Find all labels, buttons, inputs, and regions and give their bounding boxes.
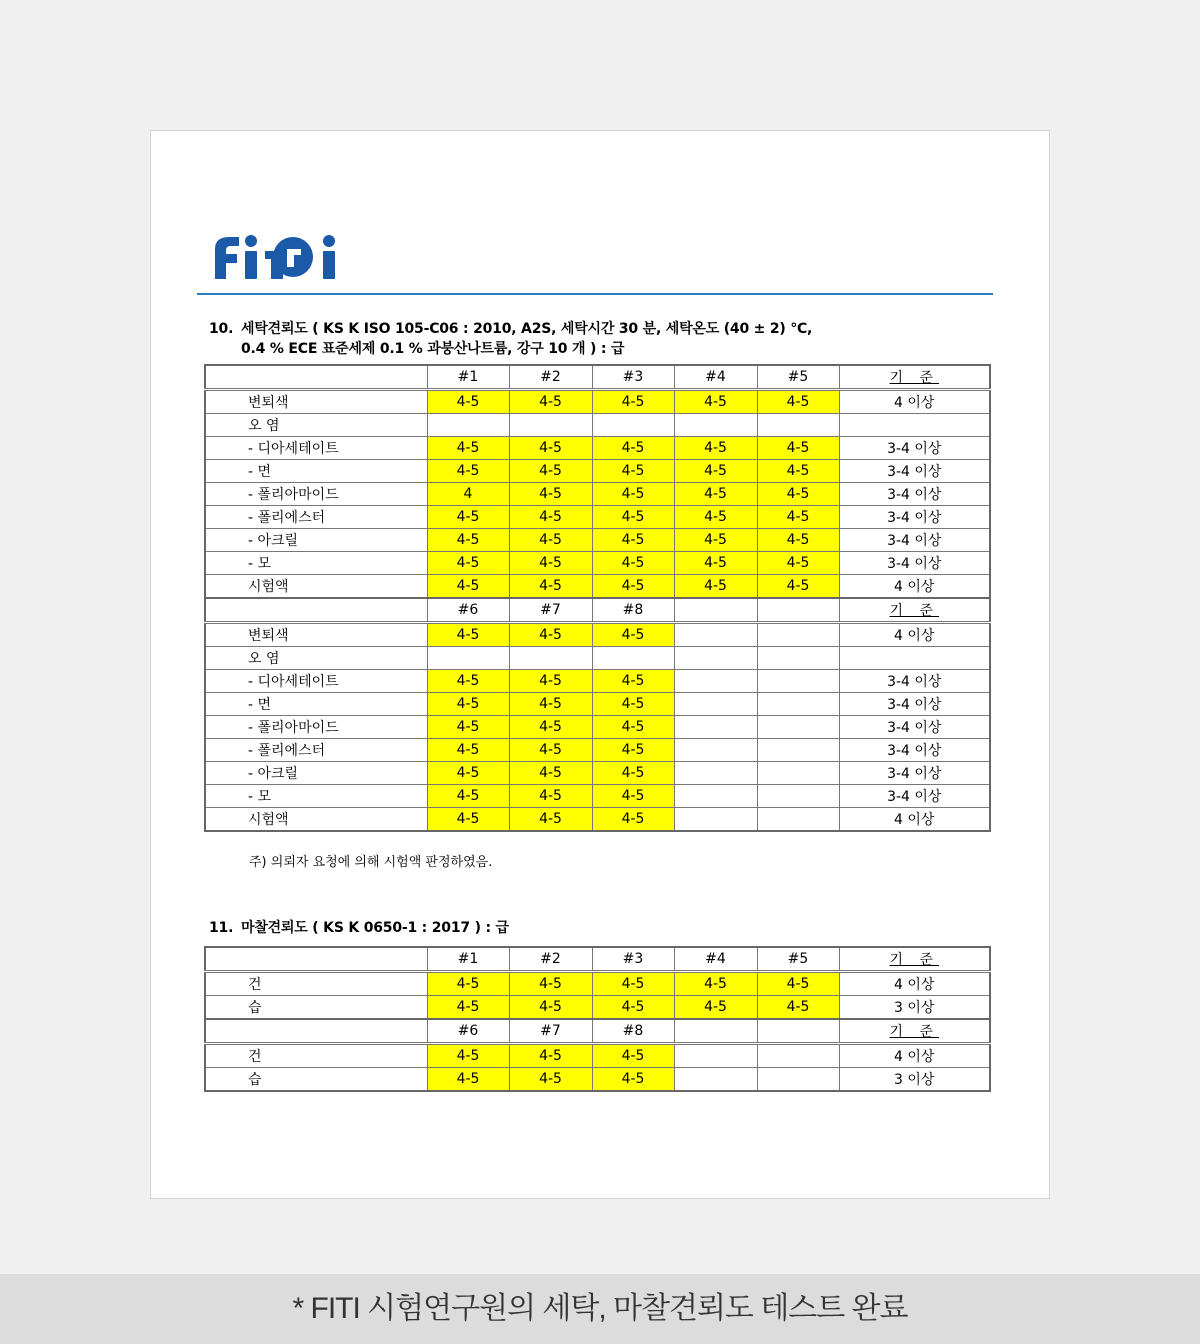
table-row <box>205 460 990 483</box>
sample-header <box>674 1019 757 1044</box>
section-11-number: 11. <box>209 920 234 936</box>
standard-cell: 3 이상 <box>839 996 990 1020</box>
grade-cell: 4-5 <box>509 575 592 599</box>
grade-cell: 4-5 <box>592 506 674 529</box>
grade-cell: 4-5 <box>592 529 674 552</box>
grade-cell: 4-5 <box>592 996 674 1020</box>
grade-cell: 4-5 <box>592 972 674 996</box>
grade-cell <box>674 623 757 647</box>
grade-cell: 4-5 <box>592 575 674 599</box>
sample-header: #7 <box>509 598 592 623</box>
standard-cell: 3-4 이상 <box>839 762 990 785</box>
grade-cell: 4-5 <box>592 808 674 832</box>
grade-cell: 4-5 <box>509 460 592 483</box>
sample-header: #3 <box>592 365 674 390</box>
section-11-title <box>209 918 509 938</box>
grade-cell: 4-5 <box>592 716 674 739</box>
grade-cell: 4-5 <box>674 460 757 483</box>
sample-header: #4 <box>674 947 757 972</box>
grade-cell <box>427 647 509 670</box>
grade-cell <box>427 414 509 437</box>
table-row <box>205 785 990 808</box>
section-11-title-text: 마찰견뢰도 ( KS K 0650-1 : 2017 ) : 급 <box>241 920 509 936</box>
standard-cell: 3-4 이상 <box>839 483 990 506</box>
grade-cell: 4 <box>427 483 509 506</box>
table-row <box>205 437 990 460</box>
section-10-title-line1: 세탁견뢰도 ( KS K ISO 105-C06 : 2010, A2S, 세탁시간 30 분, 세탁온도 (40 ± 2) ℃, <box>241 321 813 337</box>
grade-cell: 4-5 <box>592 552 674 575</box>
standard-header <box>839 1019 990 1044</box>
row-label: 시험액 <box>205 575 427 599</box>
table-row <box>205 1068 990 1092</box>
row-label: - 폴리에스터 <box>205 506 427 529</box>
grade-cell: 4-5 <box>427 785 509 808</box>
table-row <box>205 575 990 599</box>
grade-cell <box>757 739 839 762</box>
grade-cell <box>674 693 757 716</box>
grade-cell <box>674 647 757 670</box>
section-10-title-line2: 0.4 % ECE 표준세제 0.1 % 과붕산나트륨, 강구 10 개 ) : 급 <box>241 341 625 357</box>
row-label: - 면 <box>205 693 427 716</box>
sample-header: #6 <box>427 1019 509 1044</box>
sample-header: #2 <box>509 947 592 972</box>
grade-cell: 4-5 <box>427 716 509 739</box>
grade-cell: 4-5 <box>427 460 509 483</box>
standard-cell: 3-4 이상 <box>839 552 990 575</box>
grade-cell: 4-5 <box>427 506 509 529</box>
grade-cell: 4-5 <box>674 483 757 506</box>
grade-cell: 4-5 <box>592 762 674 785</box>
table-row <box>205 552 990 575</box>
standard-cell: 4 이상 <box>839 1044 990 1068</box>
grade-cell: 4-5 <box>509 506 592 529</box>
row-label: - 모 <box>205 552 427 575</box>
table-row <box>205 972 990 996</box>
standard-cell: 4 이상 <box>839 972 990 996</box>
grade-cell: 4-5 <box>427 670 509 693</box>
row-label: 시험액 <box>205 808 427 832</box>
grade-cell <box>509 414 592 437</box>
grade-cell: 4-5 <box>592 1044 674 1068</box>
table-row <box>205 647 990 670</box>
table-header-row <box>205 947 990 972</box>
rubbing-fastness-table <box>204 946 991 1092</box>
grade-cell: 4-5 <box>427 693 509 716</box>
table-row <box>205 762 990 785</box>
grade-cell: 4-5 <box>427 552 509 575</box>
header-blank-cell <box>205 947 427 972</box>
standard-cell: 3-4 이상 <box>839 785 990 808</box>
grade-cell: 4-5 <box>427 996 509 1020</box>
row-label: 변퇴색 <box>205 623 427 647</box>
sample-header: #8 <box>592 598 674 623</box>
grade-cell <box>757 623 839 647</box>
table-header-row <box>205 598 990 623</box>
grade-cell: 4-5 <box>592 739 674 762</box>
row-label: - 폴리아마이드 <box>205 483 427 506</box>
row-label: 건 <box>205 972 427 996</box>
grade-cell: 4-5 <box>592 785 674 808</box>
section-10-number: 10. <box>209 321 234 337</box>
table-row <box>205 1044 990 1068</box>
grade-cell: 4-5 <box>674 506 757 529</box>
table-row <box>205 390 990 414</box>
table-row <box>205 808 990 832</box>
grade-cell: 4-5 <box>674 972 757 996</box>
sample-header <box>674 598 757 623</box>
row-label: 습 <box>205 996 427 1020</box>
sample-header: #5 <box>757 365 839 390</box>
fiti-logo <box>207 227 347 287</box>
grade-cell: 4-5 <box>509 529 592 552</box>
report-page <box>150 130 1050 1199</box>
sample-header: #8 <box>592 1019 674 1044</box>
sample-header: #6 <box>427 598 509 623</box>
standard-cell: 3-4 이상 <box>839 716 990 739</box>
standard-cell: 3-4 이상 <box>839 693 990 716</box>
grade-cell: 4-5 <box>674 996 757 1020</box>
header-blank-cell <box>205 598 427 623</box>
standard-cell: 3-4 이상 <box>839 437 990 460</box>
grade-cell: 4-5 <box>674 437 757 460</box>
table-row <box>205 506 990 529</box>
grade-cell: 4-5 <box>509 1068 592 1092</box>
grade-cell: 4-5 <box>509 762 592 785</box>
grade-cell: 4-5 <box>427 808 509 832</box>
standard-cell: 4 이상 <box>839 575 990 599</box>
grade-cell: 4-5 <box>674 575 757 599</box>
standard-cell: 3-4 이상 <box>839 670 990 693</box>
standard-header-label: 기 준 <box>889 370 939 386</box>
row-label: 오 염 <box>205 647 427 670</box>
standard-header-label: 기 준 <box>889 603 939 619</box>
grade-cell <box>592 647 674 670</box>
grade-cell: 4-5 <box>427 762 509 785</box>
section-10-title <box>209 319 812 359</box>
grade-cell: 4-5 <box>427 437 509 460</box>
grade-cell: 4-5 <box>757 390 839 414</box>
grade-cell: 4-5 <box>427 972 509 996</box>
grade-cell <box>757 693 839 716</box>
grade-cell: 4-5 <box>757 506 839 529</box>
grade-cell: 4-5 <box>509 552 592 575</box>
table-row <box>205 623 990 647</box>
grade-cell <box>674 414 757 437</box>
standard-header <box>839 365 990 390</box>
standard-cell: 3-4 이상 <box>839 506 990 529</box>
grade-cell <box>674 1068 757 1092</box>
grade-cell: 4-5 <box>427 739 509 762</box>
grade-cell <box>674 1044 757 1068</box>
table-row <box>205 716 990 739</box>
grade-cell: 4-5 <box>509 716 592 739</box>
grade-cell: 4-5 <box>592 390 674 414</box>
grade-cell: 4-5 <box>757 437 839 460</box>
fiti-logo-icon <box>207 227 347 287</box>
grade-cell: 4-5 <box>674 390 757 414</box>
table-row <box>205 996 990 1020</box>
row-label: 오 염 <box>205 414 427 437</box>
grade-cell: 4-5 <box>757 529 839 552</box>
grade-cell <box>757 647 839 670</box>
grade-cell: 4-5 <box>757 972 839 996</box>
row-label: - 폴리에스터 <box>205 739 427 762</box>
sample-header: #7 <box>509 1019 592 1044</box>
standard-cell: 3-4 이상 <box>839 739 990 762</box>
standard-cell <box>839 647 990 670</box>
grade-cell: 4-5 <box>509 996 592 1020</box>
standard-header-label: 기 준 <box>889 952 939 968</box>
section-10-note: 주) 의뢰자 요청에 의해 시험액 판정하였음. <box>249 855 493 870</box>
row-label: - 면 <box>205 460 427 483</box>
header-rule <box>197 293 993 295</box>
standard-cell: 3-4 이상 <box>839 529 990 552</box>
sample-header: #3 <box>592 947 674 972</box>
grade-cell: 4-5 <box>509 1044 592 1068</box>
grade-cell: 4-5 <box>509 390 592 414</box>
table-row <box>205 483 990 506</box>
grade-cell: 4-5 <box>674 552 757 575</box>
standard-cell: 3-4 이상 <box>839 460 990 483</box>
grade-cell: 4-5 <box>509 670 592 693</box>
grade-cell: 4-5 <box>592 693 674 716</box>
grade-cell: 4-5 <box>509 693 592 716</box>
row-label: - 아크릴 <box>205 529 427 552</box>
header-blank-cell <box>205 365 427 390</box>
grade-cell: 4-5 <box>509 739 592 762</box>
grade-cell: 4-5 <box>427 529 509 552</box>
grade-cell: 4-5 <box>592 437 674 460</box>
grade-cell: 4-5 <box>757 460 839 483</box>
table-header-row <box>205 1019 990 1044</box>
table-row <box>205 414 990 437</box>
grade-cell: 4-5 <box>427 575 509 599</box>
grade-cell: 4-5 <box>509 437 592 460</box>
row-label: 변퇴색 <box>205 390 427 414</box>
sample-header <box>757 1019 839 1044</box>
washing-fastness-table <box>204 364 991 832</box>
row-label: - 아크릴 <box>205 762 427 785</box>
table-row <box>205 693 990 716</box>
grade-cell: 4-5 <box>427 1044 509 1068</box>
standard-cell: 3 이상 <box>839 1068 990 1092</box>
grade-cell <box>757 414 839 437</box>
standard-cell: 4 이상 <box>839 390 990 414</box>
table-row <box>205 670 990 693</box>
standard-header <box>839 947 990 972</box>
row-label: - 디아세테이트 <box>205 670 427 693</box>
grade-cell: 4-5 <box>592 623 674 647</box>
grade-cell: 4-5 <box>757 552 839 575</box>
grade-cell: 4-5 <box>757 483 839 506</box>
row-label: - 폴리아마이드 <box>205 716 427 739</box>
grade-cell <box>674 716 757 739</box>
grade-cell <box>757 762 839 785</box>
grade-cell <box>757 716 839 739</box>
grade-cell: 4-5 <box>592 483 674 506</box>
header-blank-cell <box>205 1019 427 1044</box>
sample-header: #1 <box>427 947 509 972</box>
standard-header-label: 기 준 <box>889 1024 939 1040</box>
grade-cell: 4-5 <box>592 1068 674 1092</box>
standard-header <box>839 598 990 623</box>
row-label: - 모 <box>205 785 427 808</box>
grade-cell: 4-5 <box>757 996 839 1020</box>
row-label: - 디아세테이트 <box>205 437 427 460</box>
grade-cell <box>757 785 839 808</box>
grade-cell: 4-5 <box>592 460 674 483</box>
table-row <box>205 739 990 762</box>
standard-cell: 4 이상 <box>839 623 990 647</box>
grade-cell: 4-5 <box>674 529 757 552</box>
grade-cell <box>757 1068 839 1092</box>
row-label: 습 <box>205 1068 427 1092</box>
sample-header <box>757 598 839 623</box>
grade-cell <box>674 785 757 808</box>
footer-caption: * FITI 시험연구원의 세탁, 마찰견뢰도 테스트 완료 <box>0 1274 1200 1344</box>
grade-cell: 4-5 <box>427 623 509 647</box>
grade-cell: 4-5 <box>427 390 509 414</box>
grade-cell <box>674 739 757 762</box>
grade-cell: 4-5 <box>592 670 674 693</box>
row-label: 건 <box>205 1044 427 1068</box>
grade-cell <box>757 1044 839 1068</box>
grade-cell <box>757 808 839 832</box>
grade-cell: 4-5 <box>509 483 592 506</box>
grade-cell <box>509 647 592 670</box>
grade-cell <box>674 762 757 785</box>
grade-cell: 4-5 <box>509 623 592 647</box>
sample-header: #4 <box>674 365 757 390</box>
grade-cell <box>674 808 757 832</box>
sample-header: #1 <box>427 365 509 390</box>
grade-cell: 4-5 <box>509 785 592 808</box>
sample-header: #2 <box>509 365 592 390</box>
sample-header: #5 <box>757 947 839 972</box>
grade-cell: 4-5 <box>509 972 592 996</box>
grade-cell: 4-5 <box>509 808 592 832</box>
grade-cell: 4-5 <box>757 575 839 599</box>
table-row <box>205 529 990 552</box>
standard-cell: 4 이상 <box>839 808 990 832</box>
grade-cell <box>592 414 674 437</box>
table-header-row <box>205 365 990 390</box>
grade-cell <box>674 670 757 693</box>
grade-cell <box>757 670 839 693</box>
grade-cell: 4-5 <box>427 1068 509 1092</box>
standard-cell <box>839 414 990 437</box>
